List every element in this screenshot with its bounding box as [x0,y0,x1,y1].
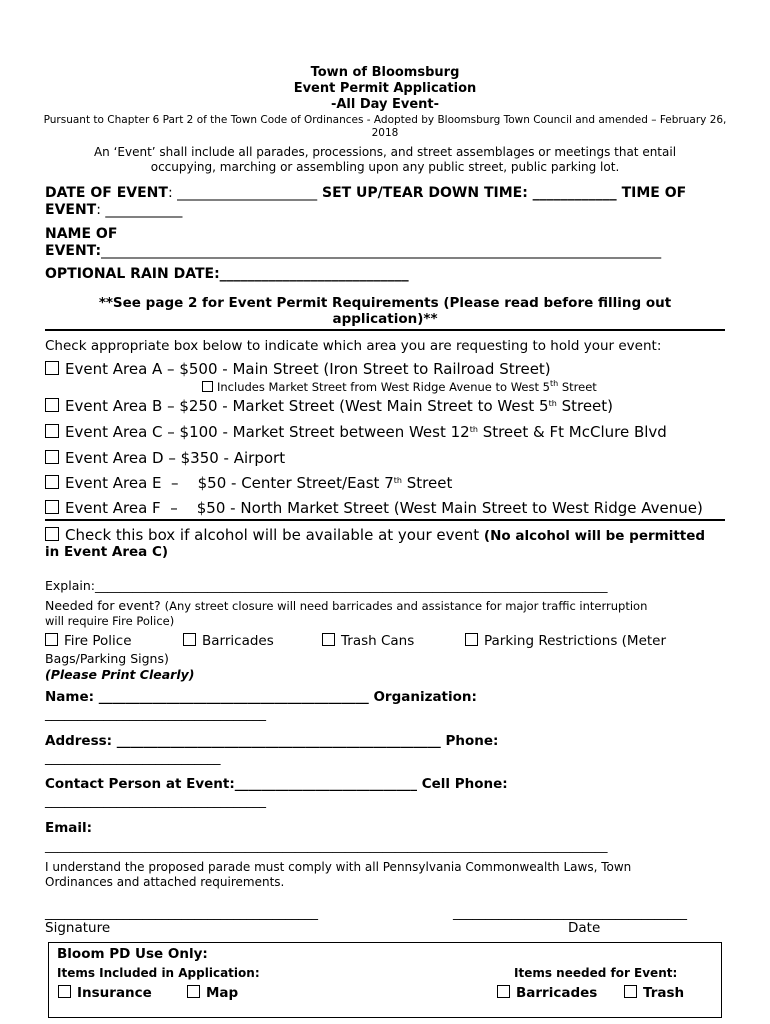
area-a-market-option[interactable] [202,379,597,395]
area-e-label-end: Street [401,474,453,492]
requirements-notice: **See page 2 for Event Permit Requirements (Please read before filling out application)** [98,295,672,327]
rain-date-label: OPTIONAL RAIN DATE: [45,266,220,282]
trash-cans-label: Trash Cans [341,633,415,649]
pd-trash-option[interactable] [624,985,684,1001]
alcohol-warning-2: in Event Area C) [45,544,169,560]
print-clearly-note: (Please Print Clearly) [45,667,195,682]
map-checkbox[interactable] [187,985,200,998]
needed-note-2: will require Fire Police) [45,614,175,628]
parking-checkbox[interactable] [465,633,478,646]
fire-police-checkbox[interactable] [45,633,58,646]
event-name-row [45,243,661,259]
barricades-checkbox[interactable] [183,633,196,646]
area-d-checkbox[interactable] [45,450,59,464]
insurance-checkbox[interactable] [58,985,71,998]
event-area-a-option[interactable] [45,360,551,378]
signature-line[interactable]: __________________________________________ [45,906,318,921]
pd-trash-label: Trash [643,985,685,1001]
address-field[interactable]: Address: ________________________________________________ [45,733,441,749]
area-a-market-label-end: Street [558,380,597,394]
event-definition: An ‘Event’ shall include all parades, processions, and street assemblages or meetings that entail occupying, marching or assembling upon any public street, public parking lot. [93,145,677,174]
fire-police-label: Fire Police [64,633,132,649]
alcohol-label: Check this box if alcohol will be available at your event [65,526,480,544]
needed-row [45,598,647,614]
email-label: Email: [45,820,93,836]
area-b-checkbox[interactable] [45,398,59,412]
time-of-event-label-2: EVENT [45,202,97,218]
insurance-label: Insurance [77,985,152,1001]
signature-label: Signature [45,920,111,936]
cell-phone-label: Cell Phone: [421,776,508,792]
needed-label: Needed for event? [45,598,161,613]
area-b-label-end: Street) [556,397,614,415]
event-area-c-option[interactable] [45,423,667,441]
phone-input[interactable]: ___________________________ [45,751,221,766]
form-subtitle: -All Day Event- [330,97,440,112]
rain-date-row [45,266,409,282]
contact-row [45,776,508,792]
alcohol-warning: (No alcohol will be permitted [483,528,706,544]
name-row [45,689,477,705]
event-name-label: NAME OF [45,226,118,242]
items-included-heading: Items Included in Application: [57,966,260,980]
date-line[interactable]: ____________________________________ [453,906,687,921]
superscript: th [548,399,557,408]
area-c-label-end: Street & Ft McClure Blvd [477,423,667,441]
police-box-title: Bloom PD Use Only: [57,946,208,962]
parking-label: Parking Restrictions (Meter [484,633,667,649]
items-needed-heading: Items needed for Event: [514,966,678,980]
time-of-event-label: TIME OF [621,185,687,201]
area-d-label: Event Area D – $350 - Airport [65,449,286,467]
superscript: th [393,476,402,485]
event-date-label: DATE OF EVENT [45,185,168,201]
barricades-option[interactable] [183,633,274,649]
pd-barricades-option[interactable] [497,985,597,1001]
area-e-checkbox[interactable] [45,475,59,489]
cell-phone-input[interactable]: __________________________________ [45,794,266,809]
pd-barricades-label: Barricades [516,985,598,1001]
superscript: th [469,425,478,434]
pd-barricades-checkbox[interactable] [497,985,510,998]
event-time-row [45,202,182,218]
event-name-label-2: EVENT: [45,243,102,259]
organization-label: Organization: [373,689,477,705]
name-field[interactable]: Name: ________________________________________ [45,689,369,705]
event-date-input[interactable]: : ____________________ [167,185,318,201]
parking-label-2: Bags/Parking Signs) [45,651,169,666]
date-label: Date [568,920,601,936]
event-time-input[interactable]: : ___________ [96,202,183,218]
event-date-row [45,185,686,201]
insurance-option[interactable] [58,985,152,1001]
alcohol-option[interactable] [45,526,705,545]
event-area-e-option[interactable] [45,474,452,492]
area-a-market-label: Includes Market Street from West Ridge Avenue to West 5 [217,380,550,394]
agreement-text: I understand the proposed parade must comply with all Pennsylvania Commonwealth Laws, Town Ordinances and attached requirements. [45,860,632,889]
divider [45,329,725,331]
area-a-checkbox[interactable] [45,361,59,375]
divider [45,519,725,521]
area-instruction: Check appropriate box below to indicate which area you are requesting to hold your event: [45,338,662,354]
rain-date-input[interactable]: ___________________________ [219,266,409,282]
area-c-label: Event Area C – $100 - Market Street between West 12 [65,423,470,441]
area-e-label: Event Area E – $50 - Center Street/East 7 [65,474,394,492]
setup-time-field[interactable]: SET UP/TEAR DOWN TIME: ____________ [321,185,617,201]
event-area-b-option[interactable] [45,397,613,415]
pd-trash-checkbox[interactable] [624,985,637,998]
email-input[interactable]: __________________________________________________________________________________________ [45,838,608,853]
trash-cans-option[interactable] [322,633,414,649]
organization-input[interactable]: __________________________________ [45,707,266,722]
needed-note: (Any street closure will need barricades and assistance for major traffic interruption [164,599,648,613]
form-title: Event Permit Application [293,81,477,96]
superscript: th [549,379,559,388]
alcohol-checkbox[interactable] [45,527,59,541]
parking-option[interactable] [465,633,666,649]
event-area-f-option[interactable] [45,499,703,517]
trash-cans-checkbox[interactable] [322,633,335,646]
contact-person-field[interactable]: Contact Person at Event:___________________________ [45,776,417,792]
area-a-label: Event Area A – $500 - Main Street (Iron Street to Railroad Street) [65,360,551,378]
area-f-checkbox[interactable] [45,500,59,514]
barricades-label: Barricades [202,633,274,649]
event-area-d-option[interactable] [45,449,285,467]
explain-field[interactable]: Explain:__________________________________________________________________________________ [45,578,608,593]
address-row [45,733,498,749]
area-b-label: Event Area B – $250 - Market Street (West Main Street to West 5 [65,397,549,415]
area-c-checkbox[interactable] [45,424,59,438]
area-f-label: Event Area F – $50 - North Market Street (West Main Street to West Ridge Avenue) [65,499,703,517]
map-option[interactable] [187,985,238,1001]
authority-text: Pursuant to Chapter 6 Part 2 of the Town Code of Ordinances - Adopted by Bloomsburg Town Council and amended – February 26, 2018 [43,114,727,139]
event-name-input[interactable]: ________________________________________________________________________________ [101,243,662,259]
area-a-market-checkbox[interactable] [202,381,213,392]
phone-label: Phone: [445,733,499,749]
map-label: Map [206,985,239,1001]
town-name: Town of Bloomsburg [310,65,460,80]
fire-police-option[interactable] [45,633,132,649]
